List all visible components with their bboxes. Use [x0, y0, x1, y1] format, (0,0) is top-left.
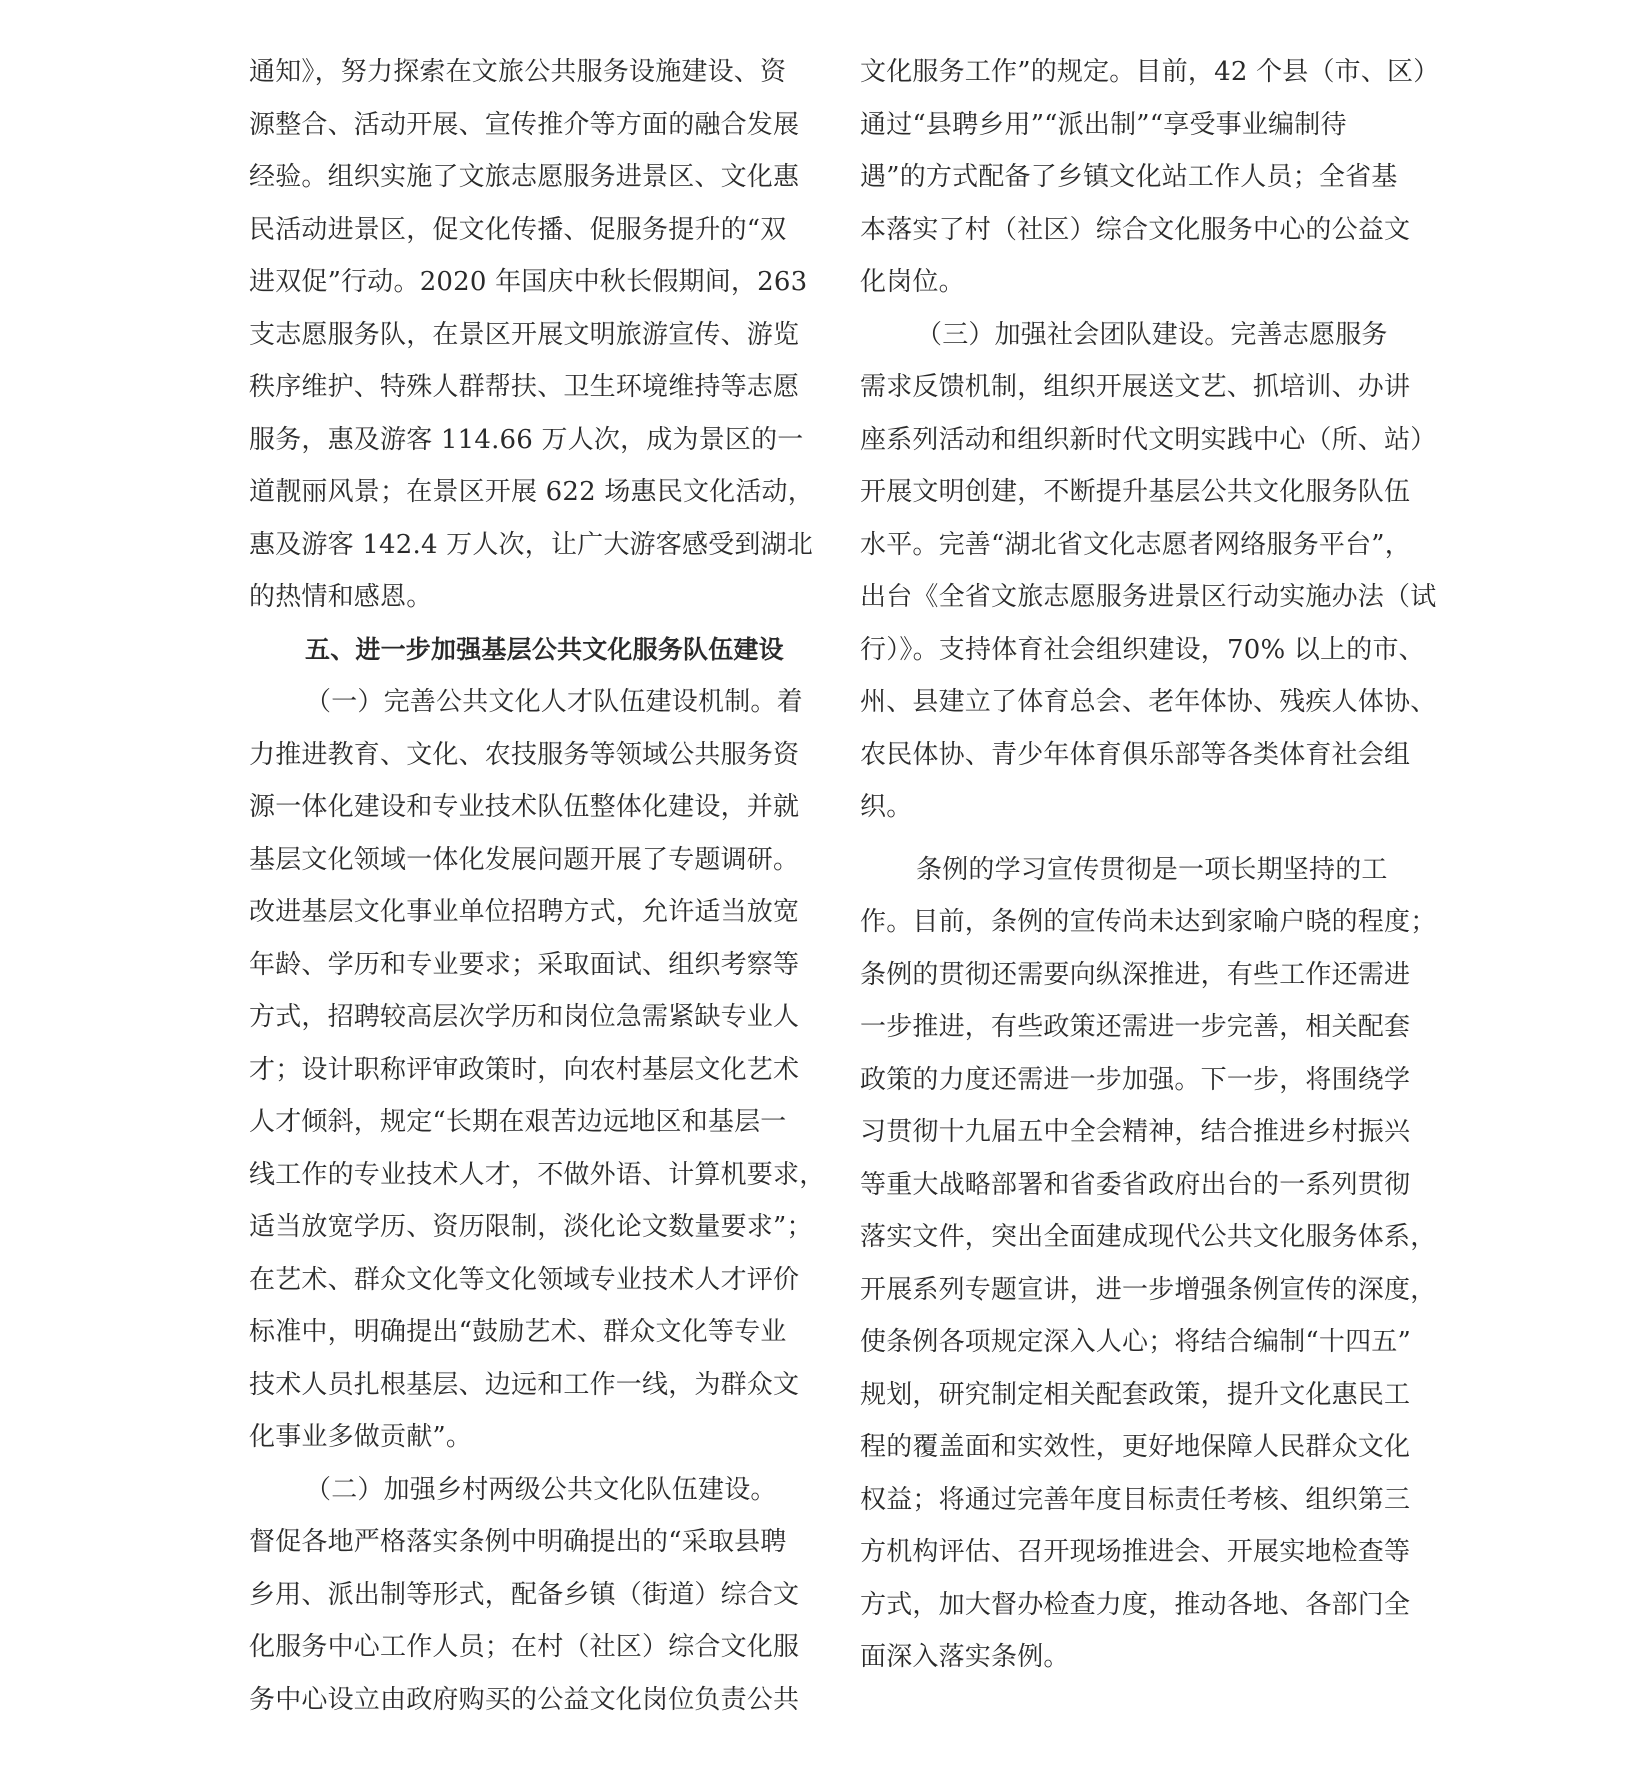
text-line: 方式，加大督办检查力度，推动各地、各部门全	[860, 1589, 1411, 1620]
text-line: 一步推进，有些政策还需进一步完善，相关配套	[860, 1012, 1411, 1042]
text-line: 源整合、活动开展、宣传推介等方面的融合发展	[249, 109, 800, 140]
text-line: 文化服务工作”的规定。目前，42 个县（市、区）	[860, 57, 1440, 87]
text-line: 惠及游客 142.4 万人次，让广大游客感受到湖北	[249, 529, 813, 560]
text-line: 遇”的方式配备了乡镇文化站工作人员；全省基	[860, 162, 1398, 192]
text-line: 在艺术、群众文化等文化领域专业技术人才评价	[249, 1264, 800, 1295]
text-line: 技术人员扎根基层、边远和工作一线，为群众文	[249, 1369, 800, 1400]
text-line: 水平。完善“湖北省文化志愿者网络服务平台”，	[860, 529, 1411, 560]
text-line: 等重大战略部署和省委省政府出台的一系列贯彻	[860, 1169, 1411, 1200]
right-column	[860, 46, 1440, 1684]
text-line: 方式，招聘较高层次学历和岗位急需紧缺专业人	[249, 1002, 800, 1032]
text-line: 开展文明创建，不断提升基层公共文化服务队伍	[860, 477, 1411, 507]
text-line: 支志愿服务队，在景区开展文明旅游宣传、游览	[249, 319, 800, 350]
text-line: 行）》。支持体育社会组织建设，70% 以上的市、	[860, 634, 1425, 665]
text-line: （三）加强社会团队建设。完善志愿服务	[916, 319, 1388, 350]
text-line: 程的覆盖面和实效性，更好地保障人民群众文化	[860, 1432, 1411, 1462]
text-line: 农民体协、青少年体育俱乐部等各类体育社会组	[860, 739, 1411, 770]
text-line: 通知》，努力探索在文旅公共服务设施建设、资	[249, 57, 787, 87]
text-line: 通过“县聘乡用”“派出制”“享受事业编制待	[860, 109, 1347, 140]
text-line: 的热情和感恩。	[249, 582, 433, 612]
text-line: 化事业多做贡献”。	[249, 1422, 473, 1452]
text-line: 年龄、学历和专业要求；采取面试、组织考察等	[249, 949, 800, 980]
text-line: 线工作的专业技术人才，不做外语、计算机要求，	[249, 1159, 826, 1190]
text-line: 标准中，明确提出“鼓励艺术、群众文化等专业	[249, 1317, 787, 1347]
text-line: 乡用、派出制等形式，配备乡镇（街道）综合文	[249, 1579, 800, 1610]
text-line: 道靓丽风景；在景区开展 622 场惠民文化活动，	[249, 477, 814, 507]
paragraph-spacer	[860, 834, 1420, 844]
text-line: 务中心设立由政府购买的公益文化岗位负责公共	[249, 1684, 800, 1715]
text-line: 源一体化建设和专业技术队伍整体化建设，并就	[249, 792, 800, 822]
text-line: 力推进教育、文化、农技服务等领域公共服务资	[249, 739, 800, 770]
text-line: 人才倾斜，规定“长期在艰苦边远地区和基层一	[249, 1107, 787, 1137]
text-line: 落实文件，突出全面建成现代公共文化服务体系，	[860, 1222, 1437, 1252]
text-line: 条例的贯彻还需要向纵深推进，有些工作还需进	[860, 959, 1411, 990]
text-line: 改进基层文化事业单位招聘方式，允许适当放宽	[249, 897, 800, 927]
text-line: 座系列活动和组织新时代文明实践中心（所、站）	[860, 424, 1437, 455]
text-line: （一）完善公共文化人才队伍建设机制。着	[305, 687, 803, 717]
text-line: 出台《全省文旅志愿服务进景区行动实施办法（试	[860, 582, 1437, 612]
text-line: 服务，惠及游客 114.66 万人次，成为景区的一	[249, 424, 804, 455]
text-line: 作。目前，条例的宣传尚未达到家喻户晓的程度；	[860, 907, 1437, 937]
text-line: 化服务中心工作人员；在村（社区）综合文化服	[249, 1632, 800, 1662]
text-line: 需求反馈机制，组织开展送文艺、抓培训、办讲	[860, 372, 1411, 402]
section-heading: 五、进一步加强基层公共文化服务队伍建设	[305, 634, 784, 664]
text-line: 民活动进景区，促文化传播、促服务提升的“双	[249, 214, 787, 245]
text-line: 才；设计职称评审政策时，向农村基层文化艺术	[249, 1054, 800, 1085]
text-line: 基层文化领域一体化发展问题开展了专题调研。	[249, 844, 800, 875]
text-line: 秩序维护、特殊人群帮扶、卫生环境维持等志愿	[249, 372, 800, 402]
text-line: 权益；将通过完善年度目标责任考核、组织第三	[860, 1484, 1411, 1515]
text-line: 政策的力度还需进一步加强。下一步，将围绕学	[860, 1064, 1411, 1095]
text-line: 经验。组织实施了文旅志愿服务进景区、文化惠	[249, 162, 800, 192]
text-line: 进双促”行动。2020 年国庆中秋长假期间，263	[249, 267, 808, 297]
text-line: 习贯彻十九届五中全会精神，结合推进乡村振兴	[860, 1117, 1411, 1147]
text-line: 州、县建立了体育总会、老年体协、残疾人体协、	[860, 687, 1437, 717]
text-line: 织。	[860, 792, 913, 822]
text-line: 条例的学习宣传贯彻是一项长期坚持的工	[916, 854, 1388, 885]
text-line: 督促各地严格落实条例中明确提出的“采取县聘	[249, 1527, 787, 1557]
text-line: 本落实了村（社区）综合文化服务中心的公益文	[860, 214, 1411, 245]
text-line: 适当放宽学历、资历限制，淡化论文数量要求”；	[249, 1212, 813, 1242]
text-line: 方机构评估、召开现场推进会、开展实地检查等	[860, 1537, 1411, 1567]
left-column	[249, 46, 826, 1726]
text-line: 使条例各项规定深入人心；将结合编制“十四五”	[860, 1327, 1411, 1357]
text-line: 开展系列专题宣讲，进一步增强条例宣传的深度，	[860, 1274, 1437, 1305]
text-line: 规划，研究制定相关配套政策，提升文化惠民工	[860, 1379, 1411, 1410]
text-line: （二）加强乡村两级公共文化队伍建设。	[305, 1474, 777, 1505]
text-line: 面深入落实条例。	[860, 1642, 1070, 1672]
text-line: 化岗位。	[860, 267, 965, 297]
